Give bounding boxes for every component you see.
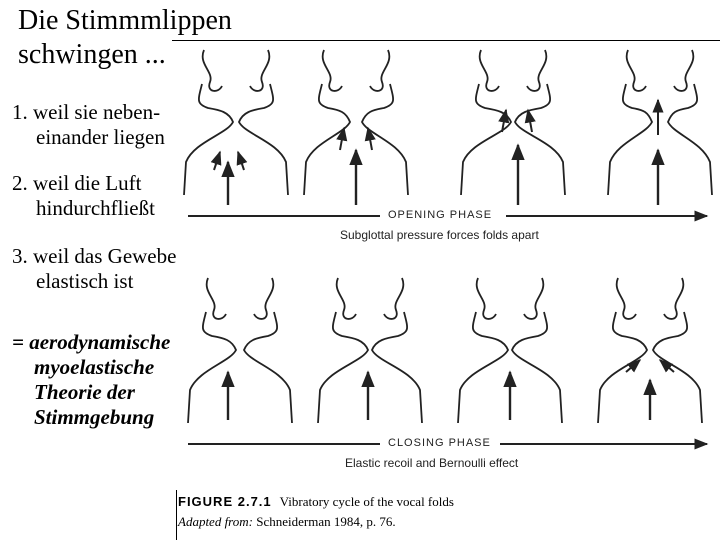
closing-phase-label: CLOSING PHASE [388,437,491,449]
theory-line-1: = aerodynamische [12,330,171,354]
theory-line-2: myoelastische [34,355,155,379]
title-line-2: schwingen ... [18,39,166,70]
closing-stage-1-right-fold [244,278,292,423]
opening-phase-caption: Subglottal pressure forces folds apart [340,228,539,242]
reason-3-line-1: 3. weil das Gewebe [12,244,177,268]
closing-stage-3-left-fold [458,278,508,423]
opening-stage-4-right-fold [668,50,712,195]
title-line-1: Die Stimmmlippen [18,5,232,36]
reason-2-line-1: 2. weil die Luft [12,171,142,195]
opening-stage-1-left-fold [184,50,233,195]
opening-stage-3-small-arrow-right [528,110,532,132]
adapted-from-label: Adapted from: [178,514,253,529]
theory-line-4: Stimmgebung [34,405,155,429]
opening-stage-1-small-arrow-right [238,152,244,170]
reason-1-line-1: 1. weil sie neben- [12,100,161,124]
reason-3-line-2: elastisch ist [36,269,134,293]
opening-stage-4-left-fold [608,50,652,195]
closing-stage-4-right-fold [653,278,702,423]
opening-stage-3-right-fold [515,50,565,195]
opening-stage-2-right-fold [362,50,408,195]
figure-label: FIGURE 2.7.1 [178,494,272,509]
opening-stage-1-small-arrow-left [214,152,220,170]
figure-caption [178,494,454,510]
source-text: Schneiderman 1984, p. 76. [256,514,396,529]
closing-phase-caption: Elastic recoil and Bernoulli effect [345,456,519,470]
closing-stage-3-right-fold [512,278,562,423]
figure-source [178,514,396,530]
reason-2-line-2: hindurchfließt [36,196,155,220]
opening-stage-2-left-fold [304,50,350,195]
reason-1-line-2: einander liegen [36,125,165,149]
opening-stage-1-right-fold [239,50,288,195]
figure-divider [176,490,177,540]
opening-phase-label: OPENING PHASE [388,209,493,221]
closing-stage-2-left-fold [318,278,368,423]
theory-line-3: Theorie der [34,380,135,404]
closing-stage-4-left-fold [598,278,647,423]
figure-title: Vibratory cycle of the vocal folds [279,494,454,509]
closing-stage-2-right-fold [372,278,422,423]
